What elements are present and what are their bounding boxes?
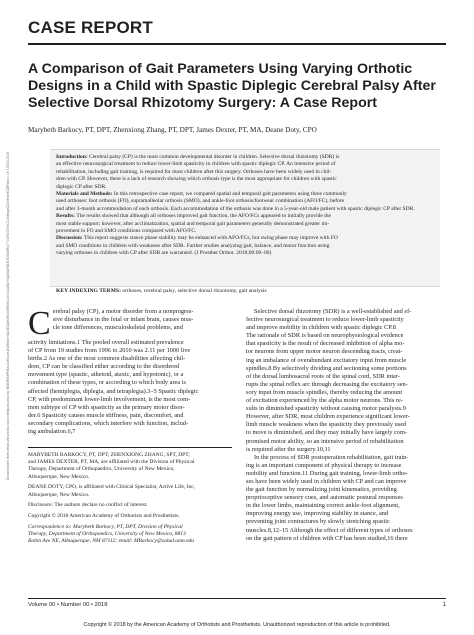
affiliation-block [28, 513, 232, 520]
page-number: 1 [442, 602, 446, 608]
abstract-line-text: The results showed that although all orthoses improved gait function, the AFO/FCs appeared to initially provide the [76, 213, 331, 220]
body-line: However, after SDR, most children experience significant lower- [246, 413, 410, 421]
abstract-line [56, 184, 434, 191]
title-line: Selective Dorsal Rhizotomy Surgery: A Case Report [28, 95, 378, 111]
body-line: sory input from muscle spindles, thereby reducing the amount [246, 388, 403, 396]
abstract-section-label: Discussion: [56, 235, 84, 242]
abstract-line-text: provement in FO and SMO conditions compared with AFO/FC. [56, 228, 197, 235]
body-line: births.2 As one of the most common disabilities affecting chil- [28, 355, 186, 363]
copyright-notice: Copyright © 2018 by the American Academy of Orthotists and Prosthetists. Unauthorized reproduction of this article is prohibited. [83, 622, 391, 628]
abstract-line-text: diplegic CP after SDR. [56, 183, 107, 190]
body-line: mon subtype of CP with spasticity as the primary motor disor- [28, 403, 185, 411]
title-line: A Comparison of Gait Parameters Using Varying Orthotic [28, 61, 413, 77]
abstract-line-text: varying orthoses in children with CP after SDR are warranted. (J Prosthet Orthot. 2018;00:00–00) [56, 250, 272, 257]
body-line: ing ambulation.6,7 [28, 428, 76, 436]
footer-rule [28, 598, 446, 599]
body-line: dren, CP can be classified either according to the disordered [28, 363, 180, 371]
body-line: erebral palsy (CP), a motor disorder from a nonprogres- [52, 308, 194, 315]
abstract-section-label: Introduction: [56, 154, 90, 160]
affiliation-line: Therapy, Department of Orthopaedics, University of New Mexico, 8813 [28, 530, 186, 537]
affiliation-line: Disclosure: The authors declare no conflict of interest. [28, 502, 148, 509]
affiliation-line: Albuquerque, New Mexico. [28, 491, 90, 498]
abstract-line [56, 161, 434, 168]
body-line: The rationale of SDR is based on neurophysiological evidence [246, 332, 404, 340]
body-line: sults in diminished spasticity without causing motor paralysis.9 [246, 405, 406, 413]
body-line: is required after the surgery.10,11 [246, 445, 331, 453]
abstract-line [56, 235, 434, 242]
body-line: in the lower limbs, maintaining correct ankle-foot alignment, [246, 502, 400, 510]
abstract-line [56, 176, 434, 183]
abstract-line-text: This report suggests stance phase stability may be enhanced with AFO/FCs, but swing phase may improve with FO [83, 235, 338, 242]
abstract-line [56, 198, 434, 205]
body-line: muscles.8,12–15 Although the effect of different types of orthoses [246, 526, 413, 534]
body-line: Selective dorsal rhizotomy (SDR) is a well-established and ef- [254, 308, 412, 315]
affiliation-block [28, 502, 232, 509]
abstract-line-text: dren with CP. However, there is a lack of research showing which orthosis type is the most appropriate for children with spastic [56, 176, 337, 183]
abstract-line-text: In this retrospective case report, we compared spatial and temporal gait parameters using three commonly [113, 191, 347, 198]
affiliation-block [28, 484, 232, 498]
body-line: movement type (spastic, athetoid, ataxic, and hypotonic), or a [28, 371, 184, 379]
body-line: cle tone differences, musculoskeletal problems, and [52, 324, 183, 332]
body-line: of CP from 19 studies from 1996 to 2010 was 2.11 per 1000 live [28, 347, 191, 355]
abstract-line-text: an effective neurosurgical treatment to reduce lower-limb spasticity in children with spastic diplegic CP. An intensive period of [56, 161, 336, 168]
abstract-line [56, 221, 434, 228]
abstract-line-text: most stable support; however, after acclimatization, spatial and temporal gait parameters generally demonstrated greater im- [56, 220, 330, 227]
keywords-text: orthoses, cerebral palsy, selective dorsal rhizotomy, gait analysis [122, 288, 267, 294]
abstract-line [56, 191, 434, 198]
abstract-section-label: Results: [56, 213, 77, 220]
abstract-line [56, 206, 434, 213]
affiliation-line: MARYBETH BARKOCY, PT, DPT; ZHENXIONG ZHANG, SPT, DPT; [28, 452, 190, 458]
body-line: fective neurosurgical treatment to reduce lower-limb spasticity [246, 316, 404, 324]
affiliation-line: Robin Ave NE, Albuquerque, NM 87112; email: MBarkocy@salud.unm.edu [28, 538, 195, 545]
body-line: promised motor ability, so an intensive period of rehabilitation [246, 437, 404, 445]
affiliation-line: Albuquerque, New Mexico. [28, 473, 90, 480]
body-line: that spasticity is the result of decreased inhibition of alpha mo- [246, 340, 405, 348]
dropcap: C [28, 305, 51, 342]
abstract-box [50, 149, 440, 287]
body-line: rupts the spinal reflex arc through decreasing the excitatory sen- [246, 380, 408, 388]
affiliation-block [28, 452, 232, 481]
body-line: In the process of SDR postoperation rehabilitation, gait train- [254, 453, 409, 461]
body-line: CP, with predominant lower-limb involvement, is the most com- [28, 395, 191, 403]
body-line: improving energy use, improving stability in stance, and [246, 510, 389, 518]
body-line: ing an imbalance of overabundant excitatory input from muscle [246, 356, 407, 364]
keywords-label: KEY INDEXING TERMS: [56, 288, 123, 294]
abstract-line [56, 228, 434, 235]
section-label: CASE REPORT [28, 18, 153, 37]
abstract-line [56, 169, 434, 176]
abstract-section-label: Materials and Methods: [56, 191, 114, 198]
keywords [56, 288, 440, 294]
journal-issue: Volume 00 • Number 00 • 2018 [28, 602, 108, 608]
affiliation-block [28, 524, 232, 546]
abstract-line-text: and SMO conditions in children with weakness after SDR. Further studies analyzing gait, balance, and motor function using [56, 242, 330, 249]
header-rule [28, 43, 446, 45]
abstract-line-text: rehabilitation, including gait training, is required for most children after this surgery. Orthoses have been widely used in chil- [56, 168, 332, 175]
affiliation-line: Therapy, Department of Orthopaedics, University of New Mexico, [28, 466, 175, 473]
body-line: secondary complications, which interfere with function, includ- [28, 419, 189, 427]
body-column-right [246, 308, 446, 543]
article-title [28, 61, 448, 112]
body-line: preventing joint contractures by slowly stretching spastic [246, 518, 390, 526]
body-line: of excitation experienced by the alpha motor neurons. This re- [246, 397, 403, 405]
body-line: of the dorsal lumbosacral roots of the spinal cord, SDR inter- [246, 372, 400, 380]
author-list: Marybeth Barkocy, PT, DPT, Zhenxiong Zhang, PT, DPT, James Dexter, PT, MA, Deane Doty, CPO [28, 126, 317, 134]
download-watermark: Downloaded from https://journals.lww.com/jpojournal by BhDMf5ePHKav1zEoum1tQfN4a+kJLhEZgbsIHo4XMi0hCywCX1AWnYQp/IlQrHD3i3D0OdRyi7TvSFl4Cf3VC1y0abggQZXdtwnfKZBYtws= on 10/31/2018 [6, 151, 10, 480]
body-line: mobility and function.11 During gait training, lower-limb ortho- [246, 469, 408, 477]
body-line: to move is diminished, and they may initially have largely com- [246, 429, 407, 437]
affiliation-rule [28, 447, 232, 448]
body-line: and improve mobility in children with spastic diplegic CP.8 [246, 324, 396, 332]
abstract-line [56, 154, 434, 161]
author-affiliations [28, 452, 232, 549]
abstract-line [56, 243, 434, 250]
body-line: proprioceptive sensory cues, and automatic postural responses [246, 494, 403, 502]
abstract-line [56, 213, 434, 220]
abstract-line-text: Cerebral palsy (CP) is the most common developmental disorder in children. Selective dorsal rhizotomy (SDR) is [89, 154, 340, 160]
body-column-left [28, 305, 228, 436]
abstract-line-text: used orthoses: foot orthosis (FO), supramalleolar orthosis (SMO), and ankle-foot orthosis/footwear combination (AFO/FC), before [56, 198, 345, 205]
body-line: sive disturbance in the fetal or infant brain, causes mus- [52, 316, 194, 324]
body-line: affected (hemiplegia, diplegia, and tetraplegia).3–5 Spastic diplegic [28, 387, 199, 395]
affiliation-line: and JAMES DEXTER, PT, MA, are affiliated with the Division of Physical [28, 459, 195, 466]
abstract-line-text: and after 3-month accommodation of each orthosis. Each accommodation of the orthosis was done in a 5-year-old male patient with spastic diplegic CP after SDR. [56, 205, 415, 212]
body-line: the gait function by normalizing joint kinematics, providing [246, 486, 397, 494]
body-line: tor neurons from upper motor neuron descending tracts, creat- [246, 348, 403, 356]
body-line: combination of these types, or according to which body area is [28, 379, 186, 387]
body-line: on the gait pattern of children with CP has been studied,16 there [246, 534, 408, 542]
affiliation-line: DEANE DOTY, CPO, is affiliated with Clinical Specialist, Active Life, Inc, [28, 484, 196, 491]
body-line: spindles.8 By selectively dividing and sectioning some portions [246, 364, 407, 372]
body-line: activity limitations.1 The pooled overall estimated prevalence [28, 339, 184, 346]
affiliation-line: Correspondence to: Marybeth Barkocy, PT, DPT, Division of Physical [28, 523, 183, 530]
body-line: ses have been widely used in children with CP and can improve [246, 477, 407, 485]
abstract-text [56, 154, 434, 258]
body-line: ing is an important component of physical therapy to increase [246, 461, 402, 469]
body-line: der.6 Spasticity causes muscle stiffness, pain, discomfort, and [28, 411, 184, 419]
title-line: Designs in a Child with Spastic Diplegic Cerebral Palsy After [28, 78, 436, 94]
affiliation-line: Copyright © 2018 American Academy of Orthotists and Prosthetists. [28, 512, 180, 519]
abstract-line [56, 250, 434, 257]
body-line: limb muscle weakness when the spasticity they previously used [246, 421, 407, 429]
